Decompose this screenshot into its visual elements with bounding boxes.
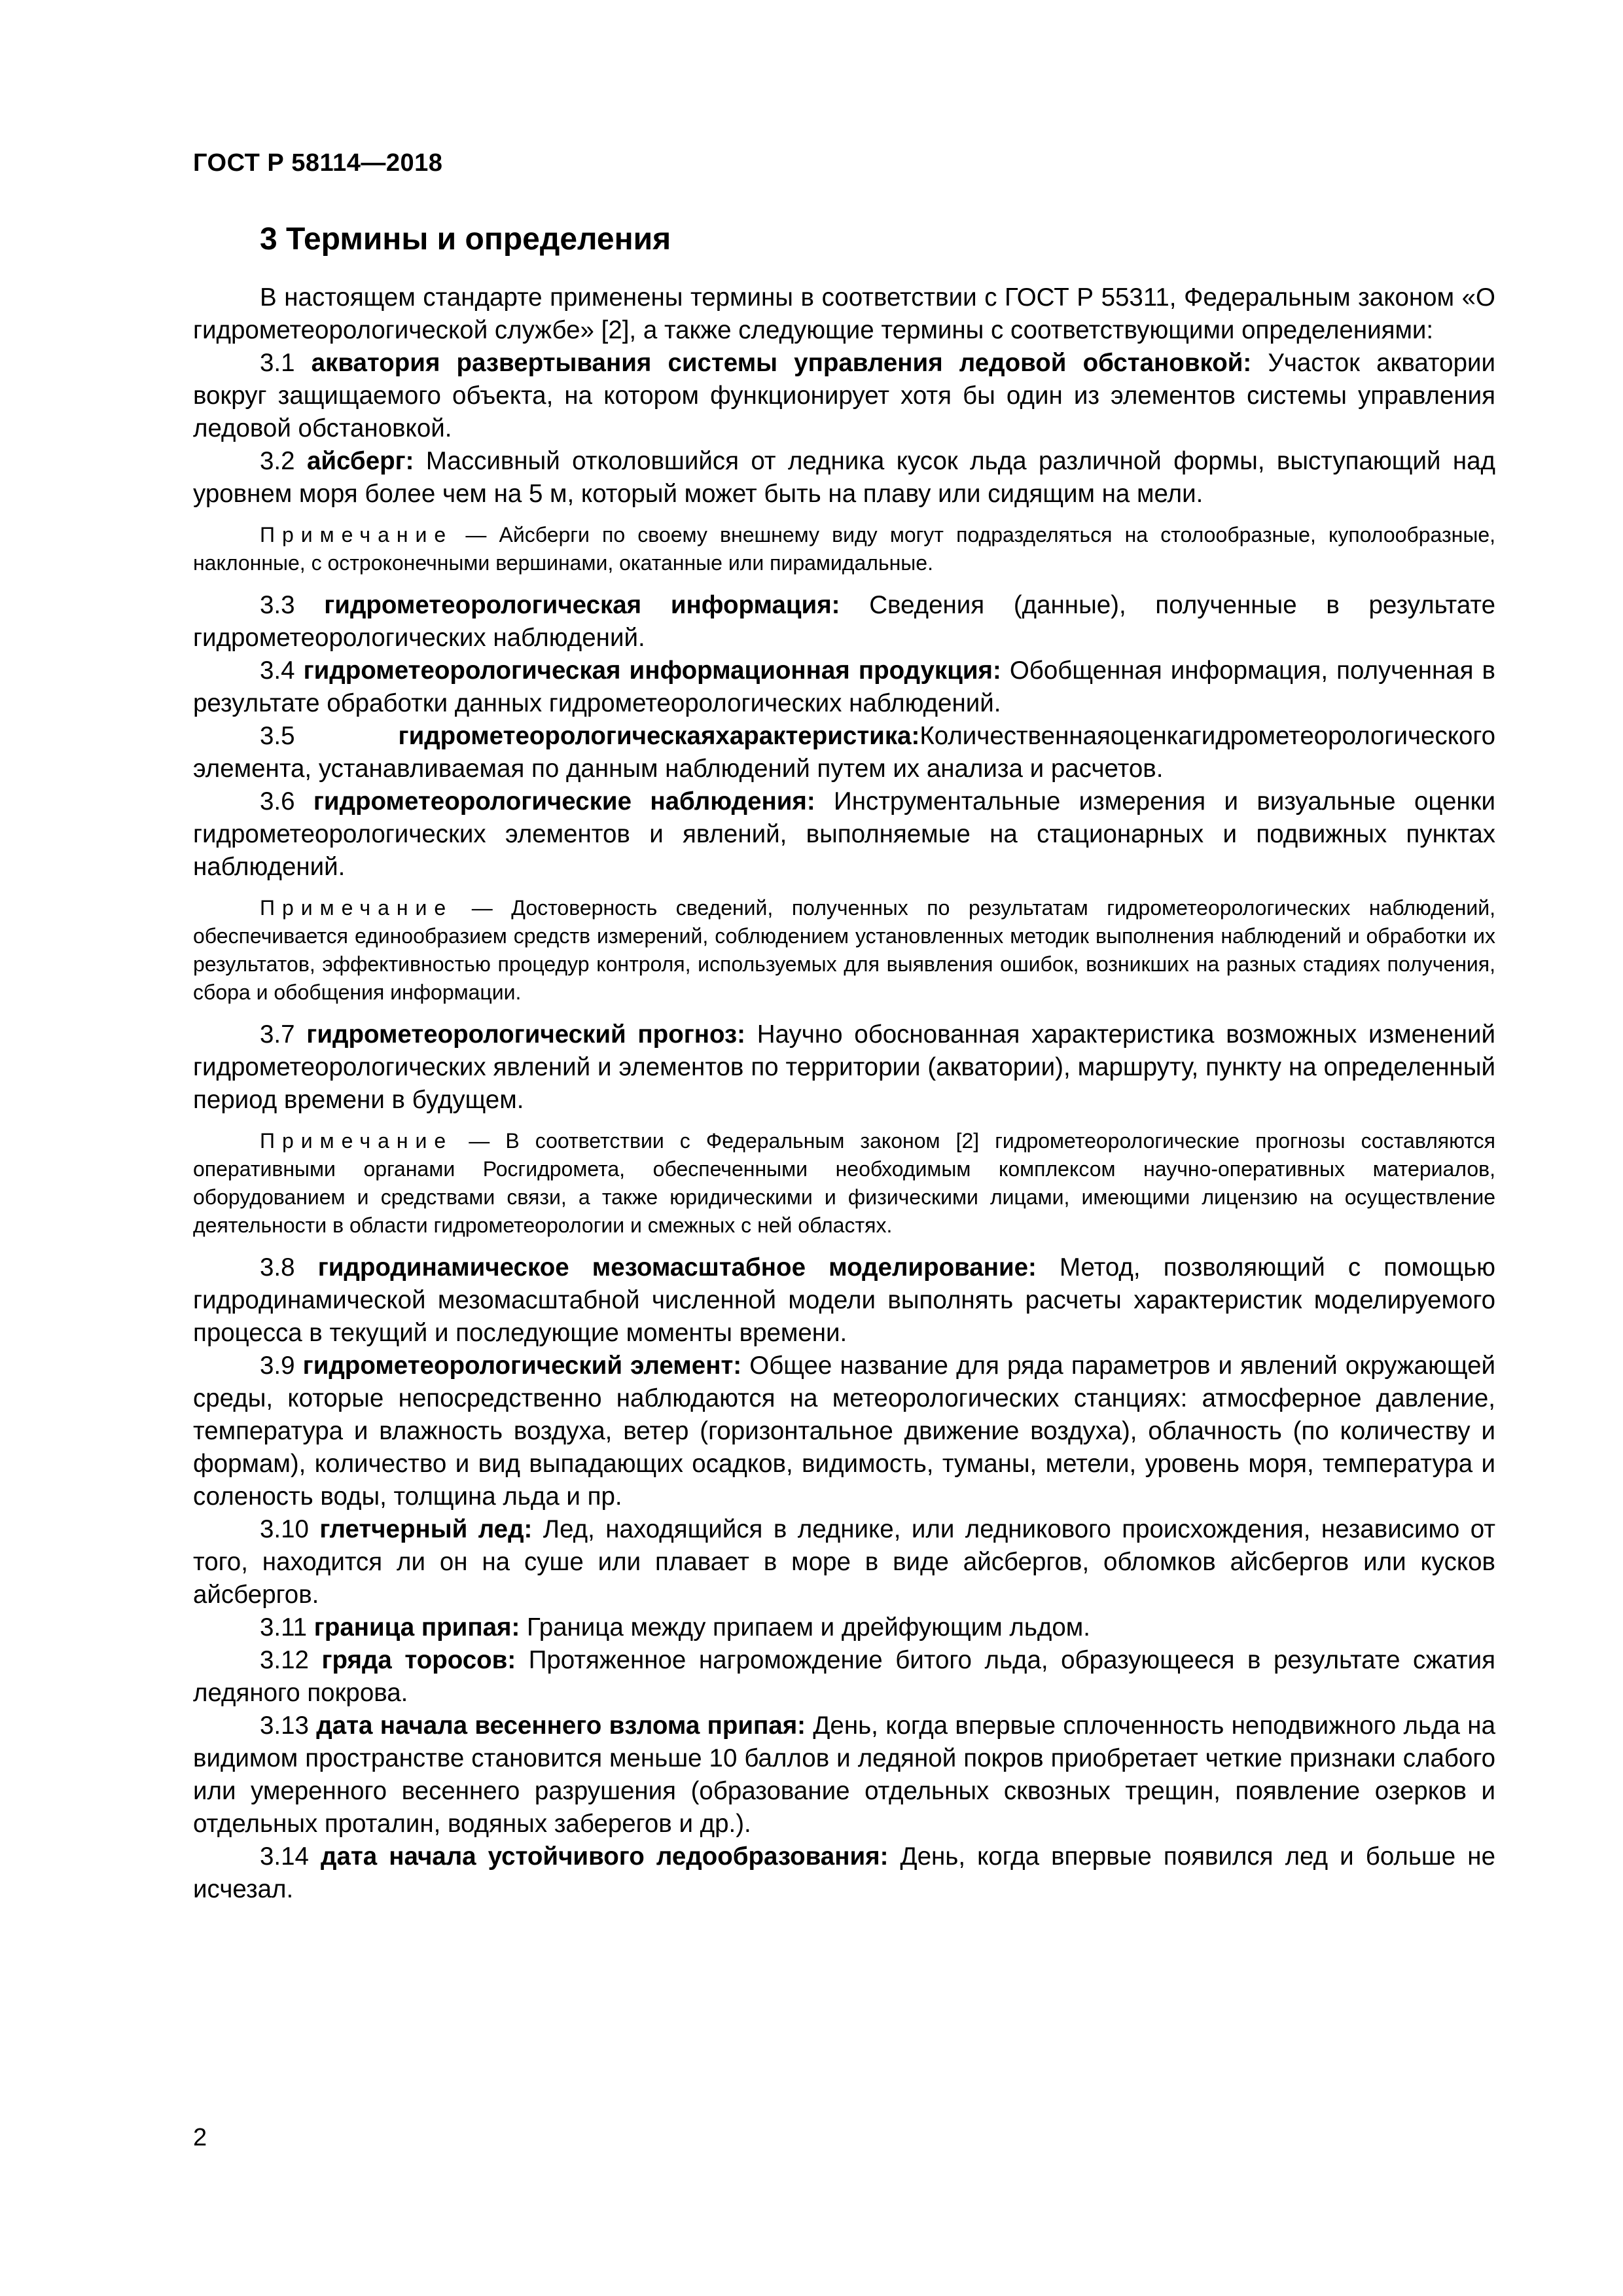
term-number: 3.1	[260, 349, 312, 377]
term-number: 3.5	[260, 722, 399, 750]
note	[193, 1127, 1495, 1240]
document-header: ГОСТ Р 58114—2018	[193, 149, 443, 177]
term-definition: Протяженное нагромождение битого льда, образующееся в результате сжатия ледяного покрова.	[193, 1646, 1495, 1707]
term-entry	[193, 1840, 1495, 1906]
term-entry	[193, 1018, 1495, 1117]
term-number: 3.14	[260, 1842, 321, 1871]
note-text: — Достоверность сведений, полученных по результатам гидрометеорологических наблюдений, обеспечивается единообразием средств измерений, соблюдением установленных методик выполнения наблюдений и обработки их результатов, эффективностью процедур контроля, используемых для выявления ошибок, возникших на разных стадиях получения, сбора и обобщения информации.	[193, 896, 1495, 1004]
term-number: 3.8	[260, 1253, 318, 1282]
term-definition: Лед, находящийся в леднике, или ледникового происхождения, независимо от того, находится ли он на суше или плавает в море в виде айсбергов, обломков айсбергов или кусков айсбергов.	[193, 1515, 1495, 1609]
term-entry	[193, 347, 1495, 445]
term-name: гидрометеорологический элемент:	[302, 1352, 742, 1380]
term-definition: Количественнаяоценкагидрометеорологического элемента, устанавливаемая по данным наблюдений путем их анализа и расчетов.	[193, 722, 1495, 783]
term-entry	[193, 1611, 1495, 1644]
term-number: 3.4	[260, 656, 304, 685]
term-name: граница припая:	[313, 1613, 520, 1641]
term-number: 3.9	[260, 1352, 303, 1380]
term-entry	[193, 720, 1495, 785]
term-name: гидрометеорологическая информация:	[324, 591, 840, 619]
note-label: Примечание	[260, 1129, 454, 1153]
note-label: Примечание	[260, 523, 454, 547]
term-name: гидрометеорологический прогноз:	[306, 1020, 745, 1049]
term-definition: Обобщенная информация, полученная в результате обработки данных гидрометеорологических наблюдений.	[193, 656, 1495, 717]
term-definition: Метод, позволяющий с помощью гидродинамической мезомасштабной численной модели выполнять расчеты характеристик моделируемого процесса в текущий и последующие моменты времени.	[193, 1253, 1496, 1347]
term-name: дата начала устойчивого ледообразования:	[321, 1842, 889, 1871]
term-number: 3.7	[260, 1020, 307, 1049]
term-definition: Сведения (данные), полученные в результате гидрометеорологических наблюдений.	[193, 591, 1496, 652]
term-name: гряда торосов:	[321, 1646, 516, 1674]
term-entry	[193, 1644, 1495, 1710]
term-name: акватория развертывания системы управления ледовой обстановкой:	[311, 349, 1252, 377]
term-entry	[193, 589, 1495, 655]
term-name: гидрометеорологическаяхарактеристика:	[398, 722, 920, 750]
term-definition: День, когда впервые сплоченность неподвижного льда на видимом пространстве становится меньше 10 баллов и ледяной покров приобретает четкие признаки слабого или умеренного весеннего разрушения (образование отдельных сквозных трещин, появление озерков и отдельных проталин, водяных заберегов и др.).	[193, 1712, 1495, 1838]
term-definition: Граница между припаем и дрейфующим льдом.	[520, 1613, 1090, 1641]
term-definition: Научно обоснованная характеристика возможных изменений гидрометеорологических явлений и элементов по территории (акватории), маршруту, пункту на определенный период времени в будущем.	[193, 1020, 1495, 1114]
note-label: Примечание	[260, 896, 454, 920]
term-entry	[193, 1710, 1495, 1840]
term-definition: Общее название для ряда параметров и явлений окружающей среды, которые непосредственно наблюдаются на метеорологических станциях: атмосферное давление, температура и влажность воздуха, ветер (горизонтальное движение воздуха), облачность (по количеству и формам), количество и вид выпадающих осадков, видимость, туманы, метели, уровень моря, температура и соленость воды, толщина льда и пр.	[193, 1352, 1495, 1511]
term-number: 3.13	[260, 1712, 317, 1740]
intro-paragraph: В настоящем стандарте применены термины в соответствии с ГОСТ Р 55311, Федеральным законом «О гидрометеорологической службе» [2], а также следующие термины с соответствующими определениями:	[193, 283, 1495, 344]
section-title: 3 Термины и определения	[260, 222, 671, 257]
term-entry	[193, 655, 1495, 720]
term-name: гидрометеорологическая информационная продукция:	[303, 656, 1001, 685]
note	[193, 521, 1495, 577]
term-number: 3.10	[260, 1515, 320, 1543]
section-content	[193, 281, 1495, 1906]
term-entry	[193, 1513, 1495, 1611]
page-number: 2	[193, 2124, 207, 2151]
term-name: глетчерный лед:	[319, 1515, 533, 1543]
term-entry	[193, 445, 1495, 511]
term-number: 3.12	[260, 1646, 322, 1674]
term-number: 3.2	[260, 447, 307, 475]
term-definition: День, когда впервые появился лед и больше не исчезал.	[193, 1842, 1495, 1903]
term-name: дата начала весеннего взлома припая:	[316, 1712, 806, 1740]
term-name: айсберг:	[306, 447, 414, 475]
note-text: — В соответствии с Федеральным законом [2] гидрометеорологические прогнозы составляются оперативными органами Росгидромета, обеспеченными необходимым комплексом научно-оперативных материалов, оборудованием и средствами связи, а также юридическими и физическими лицами, имеющими лицензию на осуществление деятельности в области гидрометеорологии и смежных с ней областях.	[193, 1129, 1495, 1237]
term-definition: Инструментальные измерения и визуальные оценки гидрометеорологических элементов и явлений, выполняемые на стационарных и подвижных пунктах наблюдений.	[193, 787, 1495, 881]
term-number: 3.3	[260, 591, 325, 619]
term-definition: Участок акватории вокруг защищаемого объекта, на котором функционирует хотя бы один из элементов системы управления ледовой обстановкой.	[193, 349, 1496, 442]
term-entry	[193, 785, 1495, 884]
note-text: — Айсберги по своему внешнему виду могут подразделяться на столообразные, куполообразные, наклонные, с остроконечными вершинами, окатанные или пирамидальные.	[193, 523, 1495, 575]
term-definition: Массивный отколовшийся от ледника кусок льда различной формы, выступающий над уровнем моря более чем на 5 м, который может быть на плаву или сидящим на мели.	[193, 447, 1495, 508]
term-name: гидрометеорологические наблюдения:	[313, 787, 815, 816]
term-name: гидродинамическое мезомасштабное моделирование:	[317, 1253, 1037, 1282]
note	[193, 894, 1495, 1007]
term-number: 3.6	[260, 787, 313, 816]
term-number: 3.11	[260, 1613, 314, 1641]
term-entry	[193, 1251, 1495, 1350]
term-entry	[193, 1350, 1495, 1513]
